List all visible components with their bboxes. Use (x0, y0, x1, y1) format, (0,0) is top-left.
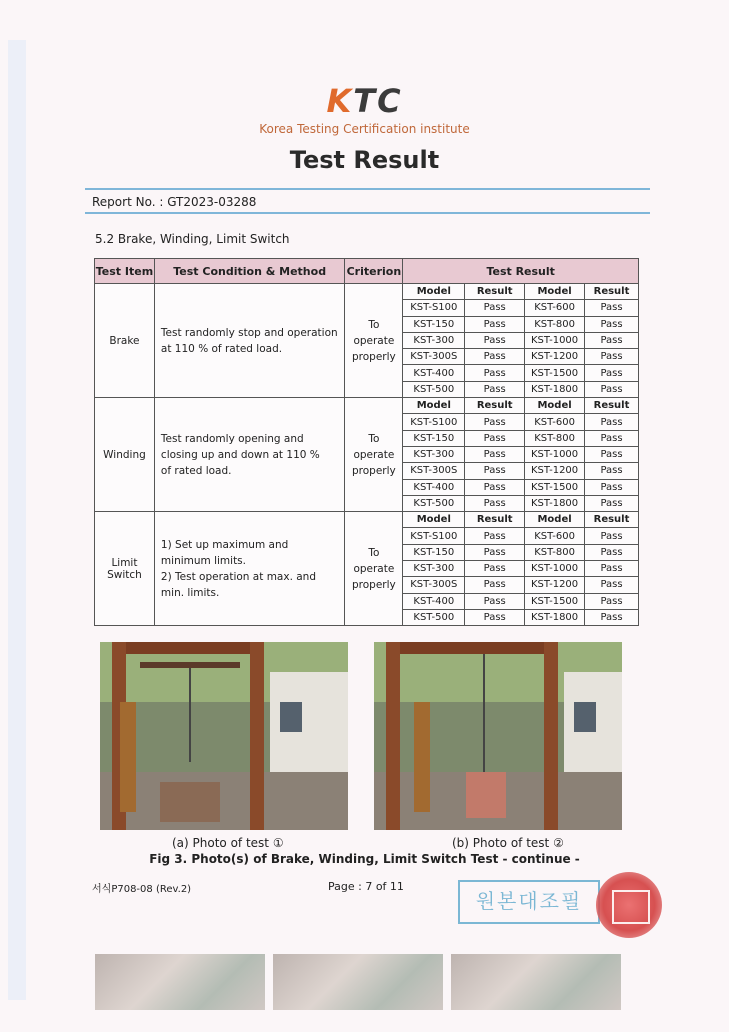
criterion-cell (345, 398, 403, 512)
result-cell: Pass (465, 365, 525, 381)
page-number: Page : 7 of 11 (328, 880, 404, 893)
photo-caption-a: (a) Photo of test ① (172, 836, 284, 850)
model-cell: KST-600 (525, 414, 585, 430)
header-test-item: Test Item (95, 259, 155, 284)
model-cell: KST-1000 (525, 332, 585, 348)
result-cell: Pass (465, 430, 525, 446)
header-test-condition: Test Condition & Method (154, 259, 344, 284)
result-cell: Pass (465, 446, 525, 462)
header-rule-top (85, 188, 650, 190)
original-copy-stamp: 원본대조필 (458, 880, 600, 924)
condition-line: Test randomly opening and (160, 432, 304, 445)
subheader-cell: Result (465, 512, 525, 528)
subheader-cell: Result (585, 512, 639, 528)
model-cell: KST-300 (403, 561, 465, 577)
result-cell: Pass (585, 316, 639, 332)
model-cell: KST-1500 (525, 593, 585, 609)
model-cell: KST-1800 (525, 495, 585, 511)
header-rule-bottom (85, 212, 650, 214)
subheader-cell: Result (465, 398, 525, 414)
model-cell: KST-1800 (525, 609, 585, 625)
result-cell: Pass (465, 528, 525, 544)
result-cell: Pass (465, 300, 525, 316)
model-cell: KST-S100 (403, 528, 465, 544)
model-cell: KST-300S (403, 577, 465, 593)
criterion-line: properly (352, 464, 396, 477)
condition-line: minimum limits. (160, 554, 246, 567)
subheader-cell: Model (525, 398, 585, 414)
photo-test-1 (100, 642, 348, 830)
result-cell: Pass (585, 609, 639, 625)
model-cell: KST-1200 (525, 577, 585, 593)
test-item-cell: Brake (95, 284, 155, 398)
result-cell: Pass (465, 495, 525, 511)
model-cell: KST-150 (403, 544, 465, 560)
model-cell: KST-150 (403, 316, 465, 332)
result-cell: Pass (465, 577, 525, 593)
model-cell: KST-400 (403, 593, 465, 609)
subheader-cell: Result (585, 398, 639, 414)
result-cell: Pass (465, 479, 525, 495)
criterion-line: properly (352, 578, 396, 591)
criterion-line: To (368, 318, 380, 331)
model-cell: KST-S100 (403, 414, 465, 430)
table-subheader-row (95, 398, 639, 414)
result-cell: Pass (585, 544, 639, 560)
model-cell: KST-300S (403, 463, 465, 479)
logo-subtitle: Korea Testing Certification institute (259, 122, 470, 136)
result-cell: Pass (585, 332, 639, 348)
result-cell: Pass (585, 381, 639, 397)
test-item-cell: Limit Switch (95, 512, 155, 626)
result-cell: Pass (465, 349, 525, 365)
criterion-line: properly (352, 350, 396, 363)
security-strip-3 (451, 954, 621, 1010)
model-cell: KST-1200 (525, 349, 585, 365)
photo-test-2 (374, 642, 622, 830)
result-cell: Pass (585, 430, 639, 446)
subheader-cell: Model (525, 284, 585, 300)
result-cell: Pass (585, 479, 639, 495)
criterion-line: operate (353, 562, 395, 575)
result-cell: Pass (465, 544, 525, 560)
photo-caption-b: (b) Photo of test ② (452, 836, 564, 850)
condition-line: of rated load. (160, 464, 232, 477)
model-cell: KST-600 (525, 528, 585, 544)
result-cell: Pass (585, 593, 639, 609)
criterion-cell (345, 284, 403, 398)
model-cell: KST-500 (403, 381, 465, 397)
condition-line: closing up and down at 110 % (160, 448, 320, 461)
result-cell: Pass (465, 414, 525, 430)
table-subheader-row (95, 284, 639, 300)
model-cell: KST-1800 (525, 381, 585, 397)
result-cell: Pass (585, 414, 639, 430)
condition-line: 1) Set up maximum and (160, 538, 289, 551)
logo-mark: KTC (326, 82, 403, 120)
form-number: 서식P708-08 (Rev.2) (92, 884, 192, 895)
subheader-cell: Result (465, 284, 525, 300)
report-number: Report No. : GT2023-03288 (92, 195, 257, 209)
result-cell: Pass (465, 381, 525, 397)
model-cell: KST-1500 (525, 479, 585, 495)
section-title: 5.2 Brake, Winding, Limit Switch (95, 232, 290, 246)
model-cell: KST-300 (403, 446, 465, 462)
model-cell: KST-800 (525, 544, 585, 560)
header-test-result: Test Result (403, 259, 639, 284)
result-cell: Pass (465, 332, 525, 348)
test-result-table (94, 258, 639, 626)
result-cell: Pass (465, 561, 525, 577)
condition-line: at 110 % of rated load. (160, 342, 283, 355)
model-cell: KST-1200 (525, 463, 585, 479)
ktc-logo (0, 82, 729, 120)
result-cell: Pass (585, 495, 639, 511)
result-cell: Pass (465, 593, 525, 609)
model-cell: KST-300 (403, 332, 465, 348)
table-header-row (95, 259, 639, 284)
result-cell: Pass (465, 609, 525, 625)
test-condition-cell (154, 398, 344, 512)
model-cell: KST-1500 (525, 365, 585, 381)
criterion-line: To (368, 546, 380, 559)
result-cell: Pass (585, 300, 639, 316)
table-subheader-row (95, 512, 639, 528)
criterion-line: operate (353, 334, 395, 347)
subheader-cell: Result (585, 284, 639, 300)
model-cell: KST-300S (403, 349, 465, 365)
result-cell: Pass (585, 349, 639, 365)
security-strip-1 (95, 954, 265, 1010)
model-cell: KST-500 (403, 609, 465, 625)
model-cell: KST-600 (525, 300, 585, 316)
model-cell: KST-800 (525, 316, 585, 332)
figure-caption: Fig 3. Photo(s) of Brake, Winding, Limit Switch Test - continue - (149, 852, 580, 866)
subheader-cell: Model (403, 284, 465, 300)
criterion-line: To (368, 432, 380, 445)
condition-line: 2) Test operation at max. and (160, 570, 316, 583)
model-cell: KST-150 (403, 430, 465, 446)
result-cell: Pass (465, 316, 525, 332)
condition-line: Test randomly stop and operation (160, 326, 338, 339)
model-cell: KST-400 (403, 479, 465, 495)
official-seal-mark (612, 890, 650, 924)
test-condition-cell (154, 284, 344, 398)
criterion-line: operate (353, 448, 395, 461)
model-cell: KST-400 (403, 365, 465, 381)
result-cell: Pass (465, 463, 525, 479)
test-item-cell: Winding (95, 398, 155, 512)
model-cell: KST-1000 (525, 446, 585, 462)
subheader-cell: Model (525, 512, 585, 528)
model-cell: KST-S100 (403, 300, 465, 316)
result-cell: Pass (585, 446, 639, 462)
result-cell: Pass (585, 528, 639, 544)
criterion-cell (345, 512, 403, 626)
result-cell: Pass (585, 365, 639, 381)
security-strip-2 (273, 954, 443, 1010)
result-cell: Pass (585, 561, 639, 577)
subheader-cell: Model (403, 398, 465, 414)
result-cell: Pass (585, 463, 639, 479)
header-criterion: Criterion (345, 259, 403, 284)
page-title: Test Result (289, 146, 440, 174)
model-cell: KST-800 (525, 430, 585, 446)
model-cell: KST-500 (403, 495, 465, 511)
model-cell: KST-1000 (525, 561, 585, 577)
test-condition-cell (154, 512, 344, 626)
condition-line: min. limits. (160, 586, 220, 599)
result-cell: Pass (585, 577, 639, 593)
subheader-cell: Model (403, 512, 465, 528)
